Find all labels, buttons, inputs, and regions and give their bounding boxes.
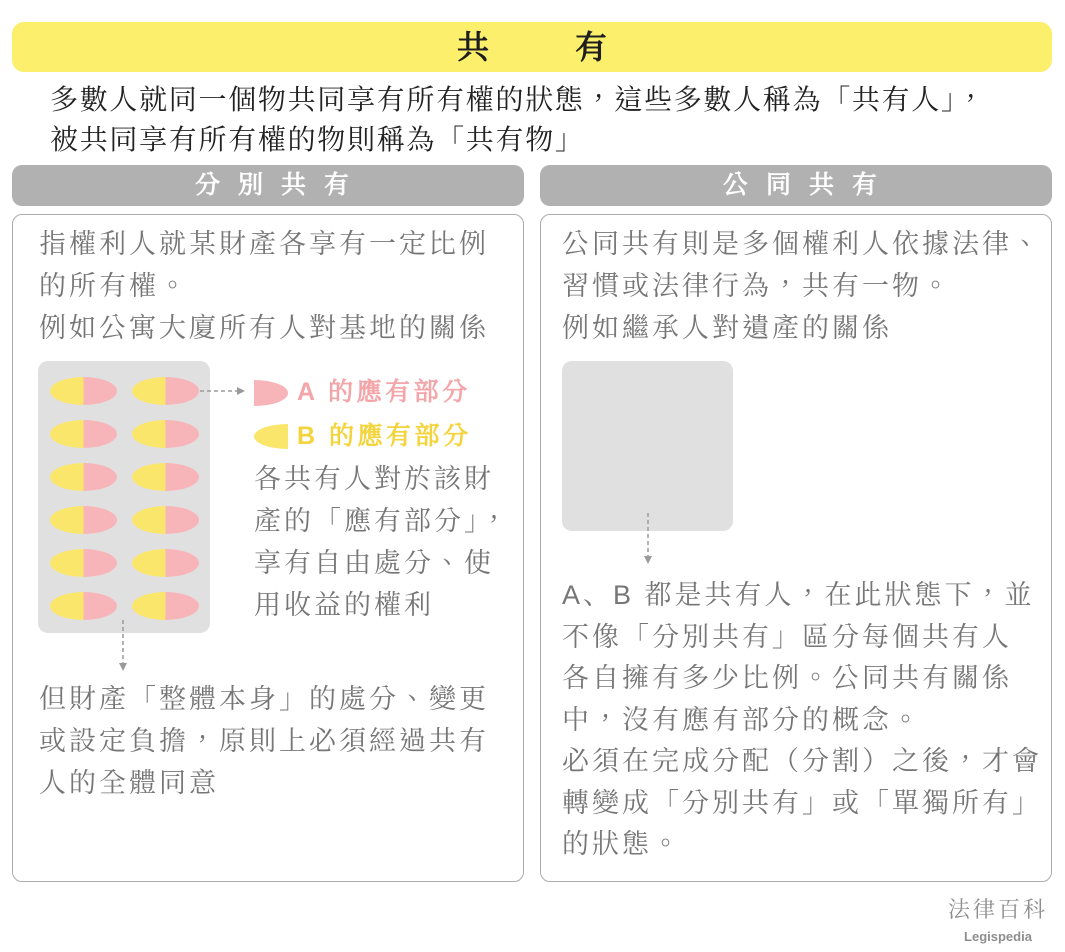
joint-ownership-header: 公同共有 [540,165,1052,206]
definition-line: 公同共有則是多個權利人依據法律、 [562,229,1042,259]
share-pill-grid [38,361,210,633]
shares-line: 各共有人對於該財 [254,464,494,494]
share-pill [132,506,199,534]
title-banner [12,22,1052,72]
dashed-arrow-right-icon [199,383,259,399]
joint-property-block [562,361,733,531]
joint-ownership-definition [562,223,1042,349]
explanation-line: 必須在完成分配（分割）之後，才會 [562,746,1042,776]
intro-line: 被共同享有所有權的物則稱為「共有物」 [50,124,585,155]
brand-logo-subtitle: Legispedia [964,929,1032,944]
shares-line: 享有自由處分、使 [254,548,494,578]
brand-logo-text: 法律百科 [948,897,1049,922]
share-pill [132,549,199,577]
share-pill [50,592,117,620]
shares-explanation [254,458,511,626]
share-pill [132,420,199,448]
explanation-line: 轉變成「分別共有」或「單獨所有」 [562,787,1042,818]
explanation-line: 各自擁有多少比例。公同共有關係 [562,663,1012,693]
share-pill [132,377,199,405]
shares-line: 產的「應有部分」， [254,506,511,536]
share-b-label: B 的應有部分 [297,422,472,450]
share-pill [132,592,199,620]
explanation-line: A、B 都是共有人，在此狀態下，並 [562,580,1035,610]
explanation-line: 中，沒有應有部分的概念。 [562,704,922,735]
share-pill [50,506,117,534]
whole-property-note [39,678,489,804]
intro-line: 多數人就同一個物共同享有所有權的狀態，這些多數人稱為「共有人」， [50,84,987,115]
dashed-arrow-down-icon [640,512,656,568]
note-line: 人的全體同意 [39,768,219,798]
definition-line: 指權利人就某財產各享有一定比例 [39,229,489,259]
explanation-line: 的狀態。 [562,829,682,859]
share-pill [132,463,199,491]
share-pill [50,463,117,491]
note-line: 但財產「整體本身」的處分、變更 [39,684,489,714]
definition-line: 例如公寓大廈所有人對基地的關係 [39,313,489,343]
separate-ownership-definition [39,223,489,349]
page-title: 共有 [456,29,693,65]
explanation-line: 不像「分別共有」區分每個共有人 [562,621,1012,652]
share-a-swatch [254,380,288,406]
definition-line: 例如繼承人對遺產的關係 [562,313,892,343]
share-a-label: A 的應有部分 [297,378,471,406]
share-pill [50,377,117,405]
share-pill [50,549,117,577]
note-line: 或設定負擔，原則上必須經過共有 [39,726,489,756]
joint-ownership-explanation [562,575,1042,866]
separate-ownership-header: 分別共有 [12,165,524,206]
separate-ownership-panel [12,214,524,882]
definition-line: 的所有權。 [39,271,189,301]
intro-text [50,80,986,160]
share-b-swatch [254,424,288,449]
share-pill [50,420,117,448]
shares-line: 用收益的權利 [254,590,434,620]
definition-line: 習慣或法律行為，共有一物。 [562,271,952,301]
dashed-arrow-down-icon [115,619,131,675]
joint-ownership-panel [540,214,1052,882]
